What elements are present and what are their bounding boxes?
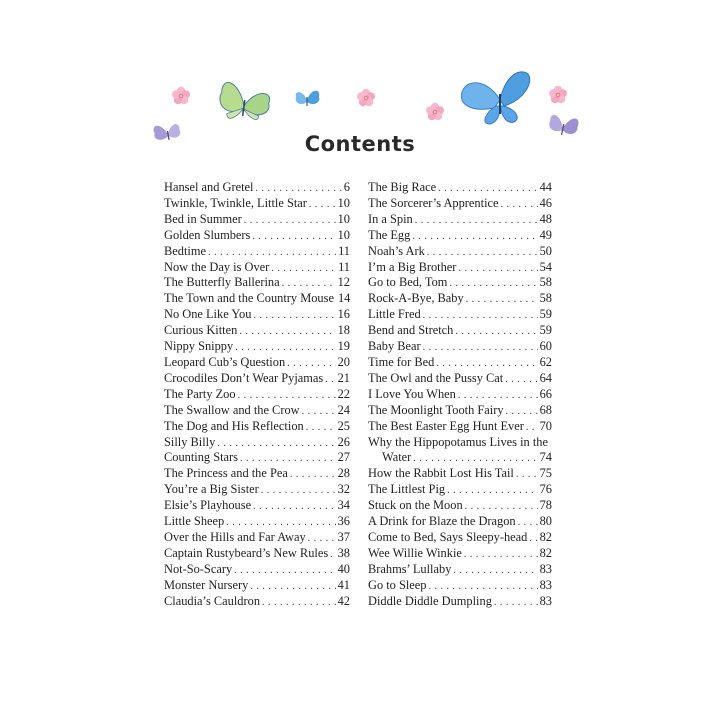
dot-leader [455,323,537,340]
entry-title: The Big Race [368,180,437,194]
entry-title: Baby Bear [368,339,421,354]
entry-title-continued: Water [382,450,412,465]
dot-leader [466,291,538,308]
entry-title: Nippy Snippy [164,339,234,354]
entry-page-number: 62 [539,354,552,369]
dot-leader [506,403,538,420]
entry-title: Bedtime [164,243,206,258]
dot-leader [518,514,538,531]
contents-entry [164,482,350,498]
entry-page-number: 12 [337,275,350,290]
entry-title: Wee Willie Winkie [368,545,462,560]
entry-page-number: 40 [337,561,350,576]
entry-page-number: 58 [539,291,552,306]
contents-entry [368,403,552,419]
entry-page-number: 28 [337,466,350,481]
entry-title: Crocodiles Don’t Wear Pyjamas [164,370,324,385]
entry-title: Go to Bed, Tom [368,275,448,290]
contents-entry [368,594,552,610]
dot-leader [240,450,336,467]
entry-page-number: 22 [337,386,350,401]
entry-page-number: 6 [343,180,350,194]
entry-title: Stuck on the Moon [368,498,463,513]
entry-page-number: 75 [539,466,552,481]
contents-entry [164,546,350,562]
contents-entry [164,403,350,419]
contents-entry [164,228,350,244]
contents-entry [368,212,552,228]
entry-page-number: 66 [539,386,552,401]
dot-leader [423,307,538,324]
entry-page-number: 80 [539,514,552,529]
entry-title: Diddle Diddle Dumpling [368,593,492,608]
contents-column-left [164,180,350,609]
entry-page-number: 11 [338,259,350,274]
dot-leader [306,419,336,436]
entry-page-number: 54 [539,259,552,274]
dot-leader [253,307,335,324]
entry-title: A Drink for Blaze the Dragon [368,514,516,529]
entry-title: Counting Stars [164,450,239,465]
entry-title: Monster Nursery [164,577,249,592]
contents-entry [164,339,350,355]
entry-title: The Swallow and the Crow [164,402,300,417]
entry-page-number: 74 [539,450,552,465]
dot-leader [250,578,335,595]
entry-title: The Party Zoo [164,386,236,401]
dot-leader [465,498,538,515]
entry-title: Over the Hills and Far Away [164,529,306,544]
dot-leader [413,450,537,467]
entry-title: Not-So-Scary [164,561,233,576]
entry-page-number: 34 [337,498,350,513]
entry-page-number: 50 [539,243,552,258]
contents-entry [164,244,350,260]
contents-entry [368,530,552,546]
entry-page-number: 14 [337,291,351,306]
dot-leader [302,403,336,420]
entry-page-number: 64 [539,370,552,385]
dot-leader [529,530,537,547]
contents-entry [164,371,350,387]
dot-leader [501,196,538,213]
butterfly-icon [461,72,529,124]
dot-leader [252,228,335,245]
dot-leader [308,530,336,547]
dot-leader [494,594,538,611]
contents-entry [368,307,552,323]
entry-page-number: 10 [337,195,350,210]
entry-page-number: 32 [337,482,350,497]
contents-entry [164,260,350,276]
entry-title: The Best Easter Egg Hunt Ever [368,418,524,433]
dot-leader [449,275,537,292]
entry-page-number: 46 [539,195,552,210]
entry-page-number: 78 [539,498,552,513]
entry-title: I’m a Big Brother [368,259,457,274]
flower-icon [549,86,567,103]
entry-page-number: 42 [337,593,350,608]
entry-page-number: 26 [337,434,350,449]
dot-leader [235,339,335,356]
entry-page-number: 38 [337,545,350,560]
dot-leader [516,466,538,483]
entry-page-number: 27 [337,450,350,465]
contents-entry [368,466,552,482]
contents-entry [164,323,350,339]
dot-leader [526,419,538,436]
entry-title: Go to Sleep [368,577,427,592]
dot-leader [458,260,537,277]
entry-page-number: 76 [539,482,552,497]
contents-entry [368,419,552,435]
contents-entry [368,355,552,371]
contents-entry [164,355,350,371]
dot-leader [238,387,336,404]
entry-page-number: 68 [539,402,552,417]
contents-entry [368,180,552,196]
dot-leader [438,180,537,197]
dot-leader [429,578,538,595]
contents-entry [368,275,552,291]
entry-page-number: 10 [337,211,350,226]
flower-icon [357,89,375,106]
entry-title: The Sorcerer’s Apprentice [368,195,499,210]
entry-title: The Littlest Pig [368,482,446,497]
entry-page-number: 60 [539,339,552,354]
entry-title: Hansel and Gretel [164,180,254,194]
contents-entry [368,546,552,562]
contents-entry [368,562,552,578]
entry-title: Now the Day is Over [164,259,270,274]
contents-entry [164,450,350,466]
contents-entry [368,435,552,467]
dot-leader [330,546,335,563]
entry-title: The Owl and the Pussy Cat [368,370,504,385]
entry-title: Little Sheep [164,514,225,529]
entry-title: Silly Billy [164,434,216,449]
dot-leader [262,594,336,611]
entry-page-number: 70 [539,418,552,433]
entry-title: The Princess and the Pea [164,466,288,481]
entry-title: No One Like You [164,307,252,322]
contents-entry [368,291,552,307]
entry-title: The Butterfly Ballerina [164,275,280,290]
contents-entry [368,260,552,276]
contents-entry [164,419,350,435]
entry-page-number: 20 [337,354,350,369]
contents-column-right [368,180,552,609]
dot-leader [505,371,537,388]
entry-title: Leopard Cub’s Question [164,354,286,369]
contents-entry [368,228,552,244]
entry-title: Come to Bed, Says Sleepy-head [368,529,528,544]
dot-leader [234,562,335,579]
entry-title: Little Fred [368,307,421,322]
entry-page-number: 48 [539,211,552,226]
contents-entry [368,482,552,498]
entry-page-number: 59 [539,323,552,338]
flower-icon [426,103,444,120]
contents-entry [164,212,350,228]
entry-page-number: 83 [539,561,552,576]
contents-entry [164,196,350,212]
entry-page-number: 16 [337,307,350,322]
contents-entry [164,180,350,196]
contents-entry [368,244,552,260]
entry-page-number: 82 [539,529,552,544]
contents-entry [368,196,552,212]
entry-title: You’re a Big Sister [164,482,259,497]
contents-entry [164,291,350,307]
entry-page-number: 59 [539,307,552,322]
contents-entry [164,514,350,530]
contents-entry [164,387,350,403]
contents-entry [368,514,552,530]
dot-leader [244,212,336,229]
entry-page-number: 37 [337,529,350,544]
entry-page-number: 25 [337,418,350,433]
dot-leader [415,212,538,229]
contents-entry [368,371,552,387]
entry-title: How the Rabbit Lost His Tail [368,466,514,481]
dot-leader [464,546,538,563]
contents-entry [164,275,350,291]
entry-title: Curious Kitten [164,323,238,338]
entry-page-number: 83 [539,577,552,592]
page-title: Contents [304,132,416,156]
entry-page-number: 21 [337,370,350,385]
contents-entry [368,578,552,594]
contents-entry [164,562,350,578]
contents-entry [368,387,552,403]
dot-leader [325,371,335,388]
dot-leader [290,466,336,483]
contents-entry [164,530,350,546]
contents-entry [164,307,350,323]
contents-entry [368,498,552,514]
entry-title: Noah’s Ark [368,243,425,258]
butterfly-icon [296,91,320,106]
dot-leader [427,244,538,261]
entry-title: Bed in Summer [164,211,242,226]
entry-title: The Dog and His Reflection [164,418,304,433]
entry-page-number: 83 [539,593,552,608]
entry-page-number: 41 [337,577,350,592]
entry-title: The Moonlight Tooth Fairy [368,402,504,417]
butterfly-icon [217,82,271,124]
entry-title: Claudia’s Cauldron [164,593,261,608]
contents-entry [164,498,350,514]
entry-title: The Town and the Country Mouse [164,291,334,306]
dot-leader [287,355,335,372]
entry-title: I Love You When [368,386,456,401]
dot-leader [217,435,335,452]
entry-page-number: 24 [337,402,350,417]
entry-page-number: 11 [338,243,350,258]
contents-entry [164,435,350,451]
entry-title: Bend and Stretch [368,323,454,338]
entry-title: Brahms’ Lullaby [368,561,452,576]
dot-leader [261,482,336,499]
entry-page-number: 82 [539,545,552,560]
flower-icon [172,87,190,104]
entry-page-number: 58 [539,275,552,290]
entry-page-number: 44 [539,180,552,194]
dot-leader [412,228,537,245]
dot-leader [423,339,538,356]
entry-page-number: 19 [337,339,350,354]
entry-page-number: 49 [539,227,552,242]
dot-leader [309,196,336,213]
dot-leader [282,275,336,292]
entry-title: Elsie’s Playhouse [164,498,252,513]
entry-title: Captain Rustybeard’s New Rules [164,545,329,560]
entry-title: The Egg [368,227,411,242]
dot-leader [447,482,538,499]
entry-page-number: 36 [337,514,350,529]
dot-leader [271,260,336,277]
dot-leader [253,498,336,515]
dot-leader [208,244,336,261]
contents-entry [368,339,552,355]
contents-entry [164,594,350,610]
contents-entry [368,323,552,339]
entry-title: Rock-A-Bye, Baby [368,291,464,306]
entry-title: Twinkle, Twinkle, Little Star [164,195,307,210]
dot-leader [453,562,537,579]
dot-leader [239,323,335,340]
contents-entry [164,578,350,594]
entry-page-number: 10 [337,227,350,242]
entry-page-number: 18 [337,323,350,338]
contents-entry [164,466,350,482]
entry-title: In a Spin [368,211,413,226]
dot-leader [436,355,537,372]
entry-title: Time for Bed [368,354,435,369]
entry-title: Golden Slumbers [164,227,251,242]
dot-leader [226,514,335,531]
dot-leader [255,180,341,197]
entry-title: Why the Hippopotamus Lives in the [368,434,548,449]
dot-leader [458,387,538,404]
